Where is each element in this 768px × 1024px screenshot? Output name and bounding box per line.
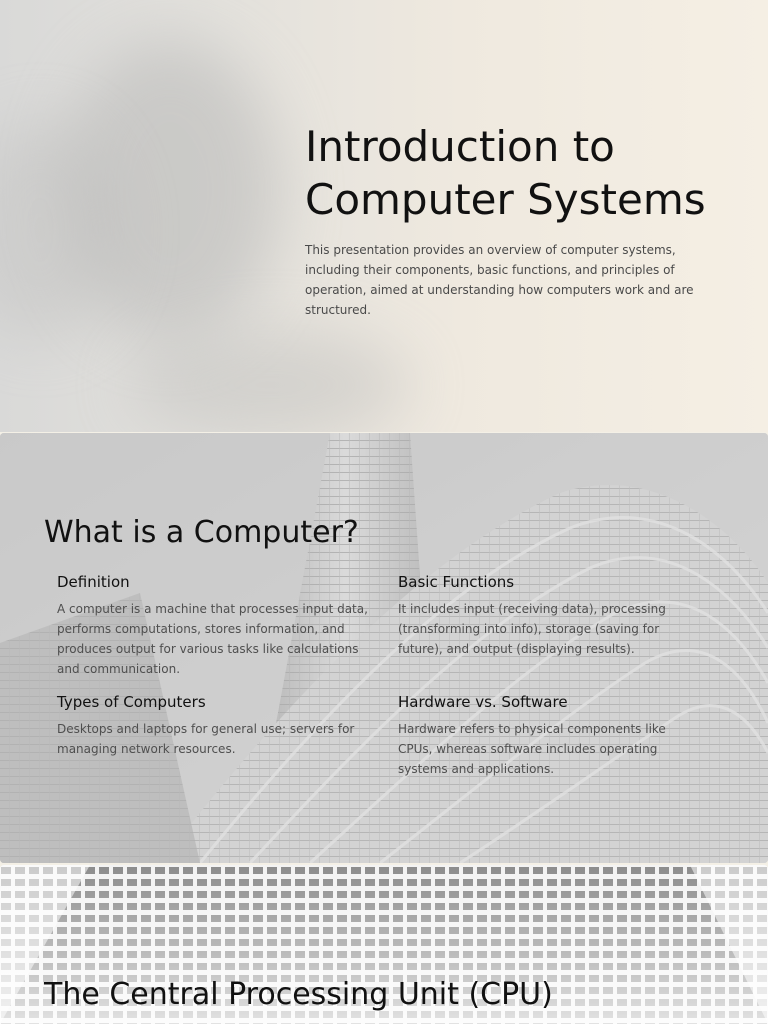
title-slide bbox=[0, 0, 768, 432]
card-heading: Definition bbox=[57, 573, 130, 591]
card-body: Desktops and laptops for general use; servers for managing network resources. bbox=[57, 722, 355, 756]
card-body: A computer is a machine that processes input data, performs computations, stores information, and produces output for various tasks like calculations and communication. bbox=[57, 602, 368, 676]
what-is-computer-slide bbox=[0, 433, 768, 863]
cpu-slide bbox=[0, 865, 768, 1024]
card-heading: Basic Functions bbox=[398, 573, 515, 591]
presentation-title: Introduction to Computer Systems bbox=[305, 122, 706, 224]
definition-card bbox=[57, 573, 369, 679]
card-heading: Types of Computers bbox=[57, 693, 206, 711]
slide-title: The Central Processing Unit (CPU) bbox=[44, 977, 553, 1012]
card-heading: Hardware vs. Software bbox=[398, 693, 568, 711]
types-of-computers-card bbox=[57, 693, 369, 759]
presentation-description: This presentation provides an overview of computer systems, including their components, basic functions, and principles of operation, aimed at understanding how computers work and are structured. bbox=[305, 243, 694, 317]
card-body: It includes input (receiving data), processing (transforming into info), storage (saving for future), and output (displaying results). bbox=[398, 602, 666, 656]
card-body: Hardware refers to physical components like CPUs, whereas software includes operating systems and applications. bbox=[398, 722, 666, 776]
hardware-vs-software-card bbox=[398, 693, 688, 779]
basic-functions-card bbox=[398, 573, 688, 659]
slide-title: What is a Computer? bbox=[44, 515, 359, 550]
blurred-vase-background bbox=[130, 330, 410, 432]
